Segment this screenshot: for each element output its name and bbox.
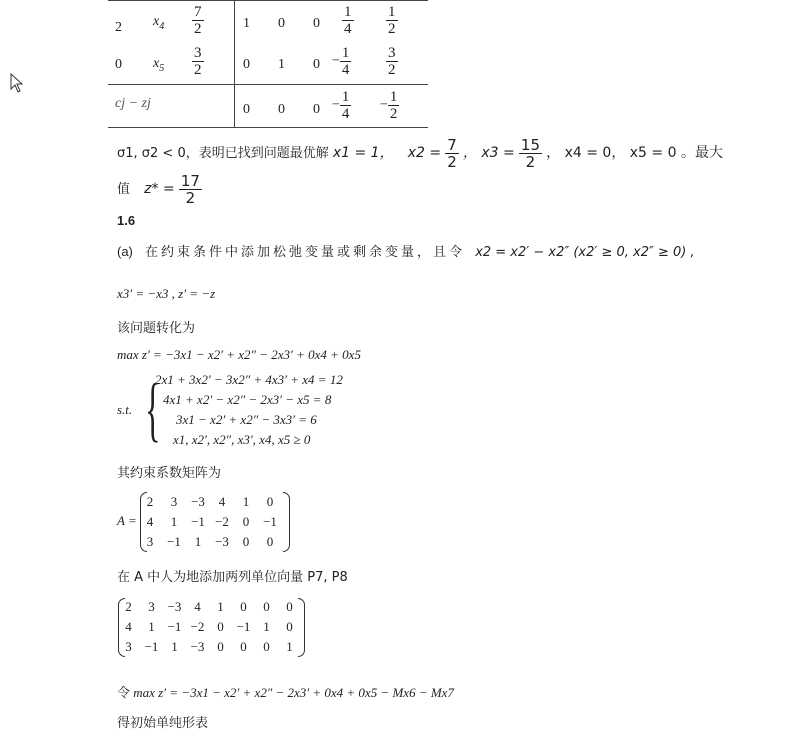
matrix-cell: 0	[242, 514, 250, 529]
matrix-cell: −3	[191, 494, 205, 509]
value-cell: 0	[243, 102, 250, 117]
value-cell: $\frac{1}{2}$	[388, 4, 396, 37]
x3-label: ， x3 =	[462, 145, 515, 161]
optimal-value-line: 值 z* = $\frac{17}{2}$	[117, 172, 200, 207]
value-cell: 1	[278, 57, 285, 72]
value-cell: 1	[243, 16, 250, 31]
matrix-cell: 1	[171, 639, 178, 654]
matrix-cell: 0	[240, 639, 247, 654]
matrix-cell: 0	[242, 534, 250, 549]
matrix-cell: 0	[286, 619, 293, 634]
new-objective-line	[117, 682, 454, 701]
substitution-expr: x2 = x2′ − x2″ (x2′ ≥ 0, x2″ ≥ 0) ,	[475, 245, 695, 260]
matrix-cell: −3	[167, 599, 182, 614]
matrix-right-paren	[283, 492, 290, 552]
matrix-cell: 4	[125, 619, 132, 634]
matrix-cell: 3	[125, 639, 132, 654]
table-bottom-rule	[108, 127, 428, 128]
matrix-cell: −1	[144, 639, 159, 654]
matrix-label: A =	[117, 513, 137, 528]
x2-label: x2 =	[407, 145, 442, 161]
matrix-cell: 0	[266, 534, 274, 549]
matrix-cell: 1	[194, 534, 202, 549]
cb-cell: 2	[115, 20, 122, 35]
matrix-cell: 0	[266, 494, 274, 509]
value-prefix: 值	[117, 182, 131, 197]
transform-text: 该问题转化为	[117, 321, 196, 336]
xb-cell: $x_4$	[153, 14, 165, 32]
x1-value: x1 = 1，	[332, 145, 394, 161]
section-heading: 1.6	[117, 213, 136, 228]
value-cell: − $\frac{1}{4}$	[332, 45, 350, 78]
matrix-cell: 4	[194, 599, 201, 614]
cb-cell: 0	[115, 57, 122, 72]
matrix-cell: 0	[217, 639, 224, 654]
matrix-cell: 1	[242, 494, 250, 509]
matrix-cell: 3	[146, 534, 154, 549]
matrix-cell: −1	[167, 619, 182, 634]
final-text: 得初始单纯形表	[117, 716, 209, 731]
table-sigma-rule	[108, 84, 428, 85]
result-text: σ1, σ2 < 0，表明已找到问题最优解	[117, 146, 329, 161]
table-top-rule	[108, 0, 428, 1]
constraint-row: 4x1 + x2′ − x2″ − 2x3′ − x5 = 8	[163, 392, 332, 407]
matrix-cell: −1	[191, 514, 205, 529]
matrix-cell: −2	[190, 619, 205, 634]
table-divider	[234, 0, 235, 127]
matrix-cell: 1	[148, 619, 155, 634]
matrix-cell: 0	[286, 599, 293, 614]
constraint-row: 3x1 − x2′ + x2″ − 3x3′ = 6	[176, 412, 317, 427]
value-cell: 0	[278, 102, 285, 117]
add-units-text: 在 A 中人为地添加两列单位向量 P7, P8	[117, 570, 348, 585]
part-a-line	[117, 241, 695, 260]
matrix-cell: −1	[263, 514, 277, 529]
xb-cell: $x_5$	[153, 56, 165, 74]
value-cell: 0	[313, 57, 320, 72]
z-label: z* =	[144, 181, 175, 197]
part-label: (a)	[117, 244, 133, 259]
part-a-text: 在约束条件中添加松弛变量或剩余变量，且令	[145, 245, 466, 260]
value-cell: $\frac{3}{2}$	[388, 45, 396, 78]
matrix-cell: 4	[218, 494, 226, 509]
mouse-cursor-icon	[10, 73, 24, 93]
matrix-cell: −2	[215, 514, 229, 529]
matrix-cell: −1	[236, 619, 251, 634]
matrix-cell: −3	[190, 639, 205, 654]
value-cell: 0	[278, 16, 285, 31]
constraint-row: x1, x2′, x2″, x3′, x4, x5 ≥ 0	[173, 432, 311, 447]
result-tail: ， x4 = 0， x5 = 0 。最大	[546, 145, 723, 161]
matrix-cell: 1	[170, 514, 178, 529]
constraint-row: 2x1 + 3x2′ − 3x2″ + 4x3′ + x4 = 12	[155, 372, 343, 387]
matrix-cell: 4	[146, 514, 154, 529]
let-text: 令	[117, 686, 131, 701]
matrix-cell: −1	[167, 534, 181, 549]
new-objective: max z′ = −3x1 − x2′ + x2″ − 2x3′ + 0x4 + 0x5 − Mx6 − Mx7	[133, 685, 454, 700]
result-line: σ1, σ2 < 0，表明已找到问题最优解 x1 = 1， x2 = $\frac{7}{2}$ ， x3 = $\frac{15}{2}$ ， x4 = 0， x5 = 0 。最大	[117, 136, 723, 171]
objective-function: max z′ = −3x1 − x2′ + x2″ − 2x3′ + 0x4 + 0x5	[117, 347, 361, 362]
matrix-cell: 0	[263, 639, 270, 654]
sigma-label: cj − zj	[115, 96, 151, 111]
value-cell: − $\frac{1}{4}$	[332, 89, 350, 122]
st-label: s.t.	[117, 402, 133, 417]
left-brace: {	[145, 369, 161, 449]
matrix-cell: 3	[148, 599, 155, 614]
matrix-cell: 3	[170, 494, 178, 509]
b-cell: $\frac{3}{2}$	[194, 45, 202, 78]
matrix-cell: 0	[240, 599, 247, 614]
b-cell: $\frac{7}{2}$	[194, 4, 202, 37]
value-cell: 0	[313, 16, 320, 31]
value-cell: $\frac{1}{4}$	[344, 4, 352, 37]
matrix-intro: 其约束系数矩阵为	[117, 466, 222, 481]
matrix-cell: 0	[263, 599, 270, 614]
value-cell: 0	[243, 57, 250, 72]
matrix-cell: 2	[146, 494, 154, 509]
matrix-cell: 1	[286, 639, 293, 654]
matrix-cell: 0	[217, 619, 224, 634]
matrix-cell: 1	[217, 599, 224, 614]
matrix-cell: 2	[125, 599, 132, 614]
matrix-cell: −3	[215, 534, 229, 549]
value-cell: − $\frac{1}{2}$	[380, 89, 398, 122]
matrix-cell: 1	[263, 619, 270, 634]
substitution-line: x3′ = −x3 , z′ = −z	[117, 286, 216, 301]
value-cell: 0	[313, 102, 320, 117]
